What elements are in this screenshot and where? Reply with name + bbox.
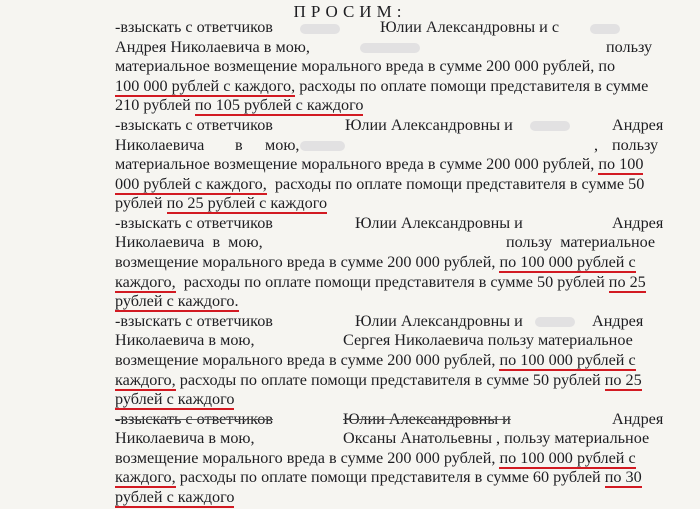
b3-line2-end: пользу материальное — [506, 233, 656, 252]
highlighted-amount: по 100 000 рублей с — [499, 253, 636, 271]
b4-line4 — [115, 370, 642, 390]
b2-line1-end: Андрея — [612, 115, 664, 134]
b2-line2-c: мою, — [265, 135, 300, 154]
b3-line1-mid: Юлии Александровны и — [355, 213, 523, 232]
highlighted-amount: каждого, — [115, 370, 176, 389]
b3-line4-rest: расходы по оплате помощи представителя в сумме 50 рублей — [175, 272, 609, 291]
b5-line5 — [115, 487, 234, 507]
b4-line1-mid: Юлии Александровны и — [355, 311, 523, 330]
b5-line1-start: -взыскать с ответчиков — [115, 409, 273, 428]
redaction-blot — [530, 121, 570, 131]
highlighted-amount: по 25 — [608, 272, 646, 291]
b4-line1-start: -взыскать с ответчиков — [115, 311, 273, 330]
b4-line2-start: Николаевича в мою, — [115, 331, 255, 350]
b1-line5 — [115, 95, 363, 115]
b1-line3: материальное возмещение морального вреда в сумме 200 000 рублей, по — [115, 57, 616, 76]
b2-line4-rest: расходы по оплате помощи представителя в сумме 50 — [266, 174, 645, 193]
b3-line3-start: возмещение морального вреда в сумме 200 000 рублей, — [115, 253, 500, 271]
b4-line3-start: возмещение морального вреда в сумме 200 000 рублей, — [115, 350, 500, 369]
b4-line2-end: Сергея Николаевича пользу материальное — [343, 331, 633, 350]
b5-line3-start: возмещение морального вреда в сумме 200 000 рублей, — [115, 448, 500, 467]
b3-line1-end: Андрея — [612, 213, 664, 232]
redaction-blot — [535, 317, 575, 327]
b5-line2-end: Оксаны Анатольевны , пользу материальное — [343, 429, 650, 448]
b5-line4 — [115, 467, 642, 487]
b4-line5 — [115, 389, 234, 409]
b5-line3 — [115, 448, 636, 468]
b1-line5-start: 210 рублей — [115, 96, 195, 115]
b2-line2-a: Николаевича — [115, 135, 205, 154]
b2-line2-b: в — [235, 135, 243, 154]
redaction-blot — [590, 24, 620, 34]
document-title: ПРОСИМ: — [293, 2, 407, 21]
b1-line1-start: -взыскать с ответчиков — [115, 18, 273, 36]
b3-line2-start: Николаевича в мою, — [115, 233, 263, 252]
highlighted-amount: по 25 рублей с каждого — [166, 194, 328, 213]
b2-line1-start: -взыскать с ответчиков — [115, 115, 273, 134]
b5-line1-end: Андрея — [612, 409, 664, 428]
b3-line3 — [115, 252, 636, 272]
highlighted-amount: по 100 000 рублей с — [499, 448, 636, 467]
b3-line5 — [115, 291, 239, 311]
redaction-blot — [300, 141, 345, 151]
highlighted-amount: по 25 — [604, 370, 642, 389]
b1-line4-rest: расходы по оплате помощи представителя в сумме — [295, 76, 649, 95]
b4-line1-end: Андрея — [592, 311, 644, 330]
highlighted-amount: по 30 — [604, 468, 642, 487]
b3-line1-start: -взыскать с ответчиков — [115, 213, 273, 232]
b4-line3 — [115, 350, 636, 370]
b2-line1-mid: Юлии Александровны и — [345, 115, 513, 134]
highlighted-amount: каждого, — [115, 272, 176, 291]
b1-line4 — [115, 76, 648, 96]
highlighted-amount: по 100 — [598, 155, 644, 174]
b5-line2-start: Николаевича в мою, — [115, 429, 255, 448]
b2-line3-start: материальное возмещение морального вреда в сумме 200 000 рублей, — [115, 155, 599, 174]
b2-line4 — [115, 174, 644, 194]
b5-line4-rest: расходы по оплате помощи представителя в сумме 60 рублей — [175, 468, 605, 487]
highlighted-amount: по 105 рублей с каждого — [194, 96, 364, 115]
b1-line2-start: Андрея Николаевича в мою, — [115, 37, 310, 56]
b2-line2-d: , — [594, 135, 599, 154]
b1-line1-end: Юлии Александровны и с — [380, 18, 560, 36]
redaction-blot — [360, 43, 420, 53]
b1-line2-end: пользу — [606, 37, 653, 56]
highlighted-amount: каждого, — [115, 468, 176, 487]
b2-line5 — [115, 193, 327, 213]
b3-line4 — [115, 272, 646, 292]
highlighted-amount: по 100 000 рублей с — [499, 350, 636, 369]
b4-line4-rest: расходы по оплате помощи представителя в сумме 50 рублей — [175, 370, 605, 389]
highlighted-amount: 000 рублей с каждого, — [115, 174, 267, 193]
b2-line2-e: пользу — [612, 135, 659, 154]
highlighted-amount: рублей с каждого — [115, 488, 235, 506]
redaction-blot — [300, 24, 340, 34]
highlighted-amount: 100 000 рублей с каждого, — [115, 76, 296, 95]
b5-line1-mid: Юлии Александровны и — [343, 409, 511, 428]
highlighted-amount: рублей с каждого — [115, 390, 235, 409]
b2-line5-start: рублей — [115, 194, 167, 213]
highlighted-amount: рублей с каждого. — [115, 292, 239, 311]
b2-line3 — [115, 154, 643, 174]
